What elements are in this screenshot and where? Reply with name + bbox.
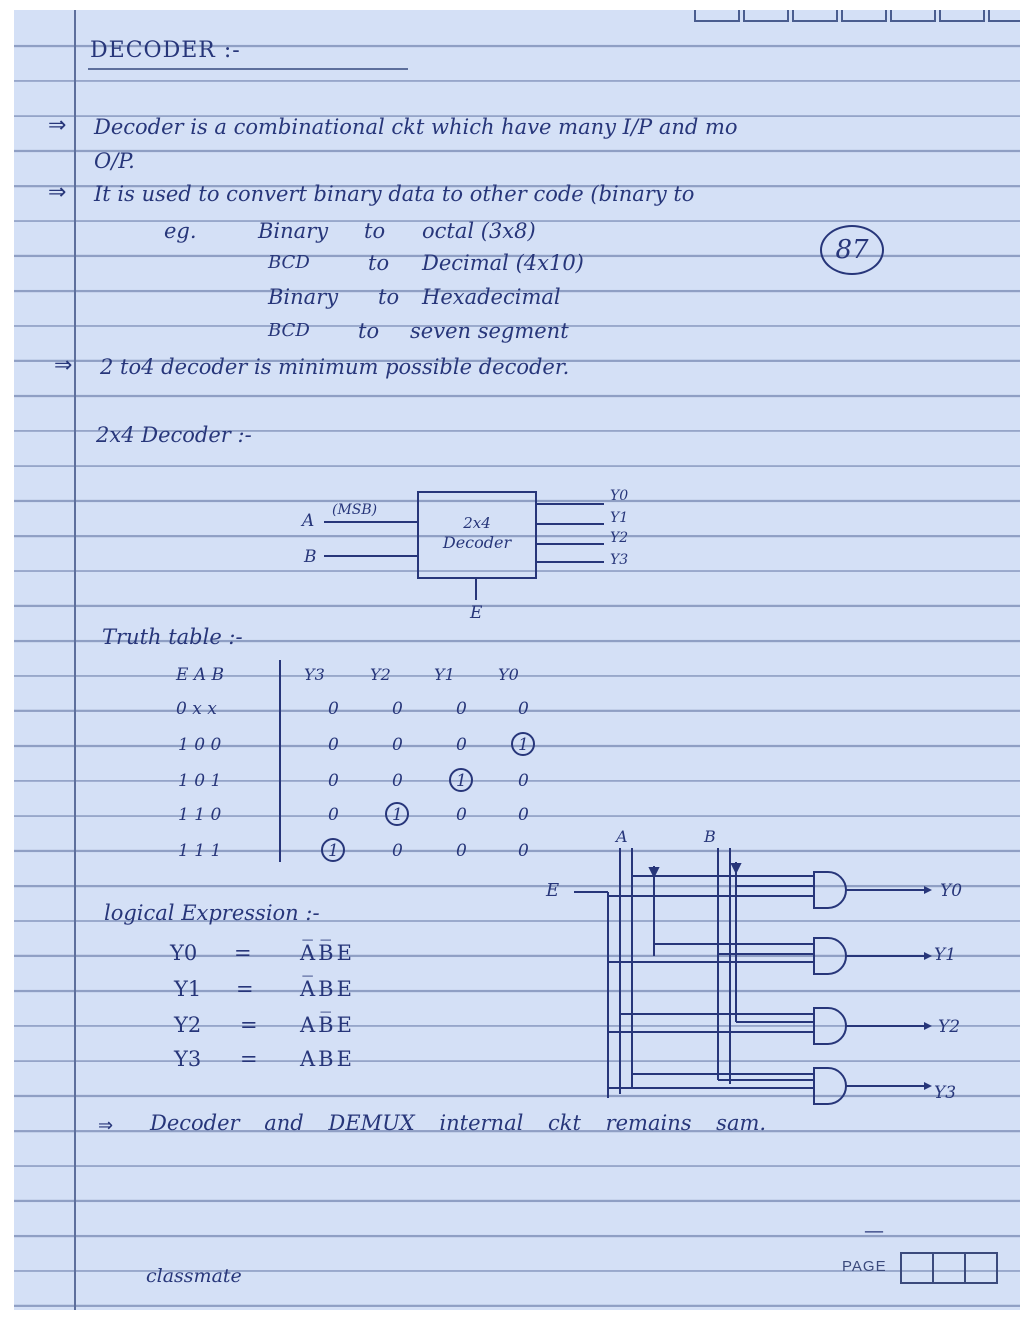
definition-line-1: Decoder is a combinational ckt which have many I/P and mo	[94, 115, 738, 139]
expression-eq: =	[240, 1013, 258, 1037]
gate-input-b: B	[704, 827, 716, 846]
block-output: Y1	[610, 510, 629, 526]
truth-table-input-header: E A B	[176, 665, 224, 685]
closing-note: Decoder and DEMUX internal ckt remains sam.	[150, 1111, 767, 1135]
truth-table	[164, 656, 544, 866]
table-row	[178, 733, 534, 755]
truth-table-output-header: Y2	[370, 665, 391, 684]
truth-table-cell: 0	[518, 841, 529, 861]
gate-output: Y1	[934, 945, 957, 965]
block-label: Decoder	[442, 533, 512, 552]
block-label: 2x4	[463, 514, 491, 532]
example-to: to	[364, 219, 386, 243]
truth-table-title: Truth table :-	[102, 625, 243, 649]
example-target: Hexadecimal	[422, 285, 561, 309]
decoder-gate-diagram	[524, 822, 994, 1112]
gate-output: Y3	[934, 1083, 957, 1103]
truth-table-cell: 0	[328, 805, 339, 825]
gate-enable: E	[546, 880, 560, 901]
truth-table-inputs: 1 1 1	[178, 841, 222, 861]
example-label: eg.	[164, 219, 197, 243]
minimum-decoder-note: 2 to4 decoder is minimum possible decoder.	[100, 355, 570, 379]
block-input-b: B	[304, 547, 317, 567]
msb-note: (MSB)	[332, 502, 378, 518]
block-output: Y3	[610, 552, 629, 568]
gate-output: Y2	[938, 1017, 961, 1037]
top-date-boxes	[694, 10, 1020, 20]
truth-table-cell: 0	[456, 841, 467, 861]
page-label: PAGE	[842, 1258, 887, 1275]
expression-lhs: Y2	[174, 1013, 202, 1037]
section-title: 2x4 Decoder :-	[96, 423, 252, 447]
margin-line	[74, 10, 76, 1310]
bullet-arrow-icon: ⇒	[48, 113, 67, 138]
example-from: BCD	[268, 320, 310, 341]
truth-table-cell: 0	[392, 699, 403, 719]
expression-lhs: Y0	[170, 941, 198, 965]
truth-table-cell: 1	[392, 805, 403, 825]
example-to: to	[358, 319, 380, 343]
expression-lhs: Y3	[174, 1047, 202, 1071]
block-input-a: A	[302, 511, 315, 531]
truth-table-cell: 0	[518, 699, 529, 719]
truth-table-cell: 0	[456, 699, 467, 719]
block-enable: E	[470, 603, 483, 622]
expression-rhs: ABE	[300, 1047, 355, 1071]
expression-eq: =	[234, 941, 252, 965]
title-underline	[88, 68, 408, 70]
table-row	[178, 839, 529, 861]
truth-table-inputs: 1 0 1	[178, 771, 222, 791]
bullet-arrow-icon: ⇒	[54, 353, 73, 378]
notebook-brand-logo: classmate	[146, 1265, 242, 1287]
expression-rhs: A̅B̅E	[300, 941, 355, 965]
block-output: Y0	[610, 488, 629, 504]
truth-table-cell: 0	[392, 735, 403, 755]
notebook-page	[14, 10, 1020, 1310]
truth-table-cell: 0	[518, 805, 529, 825]
truth-table-output-header: Y1	[434, 665, 455, 684]
truth-table-cell: 0	[328, 771, 339, 791]
truth-table-cell: 0	[456, 805, 467, 825]
example-target: seven segment	[410, 319, 569, 343]
example-to: to	[378, 285, 400, 309]
truth-table-cell: 1	[518, 735, 529, 755]
truth-table-cell: 0	[328, 699, 339, 719]
truth-table-inputs: 1 1 0	[178, 805, 222, 825]
example-from: Binary	[258, 219, 329, 243]
example-to: to	[368, 251, 390, 275]
expression-eq: =	[236, 977, 254, 1001]
decoder-block-diagram	[284, 472, 684, 622]
truth-table-cell: 0	[518, 771, 529, 791]
truth-table-cell: 1	[328, 841, 339, 861]
truth-table-cell: 0	[392, 771, 403, 791]
truth-table-inputs: 1 0 0	[178, 735, 222, 755]
truth-table-output-header: Y3	[304, 665, 325, 684]
page-title: DECODER :-	[90, 38, 241, 63]
definition-line-2: O/P.	[94, 149, 135, 173]
example-target: octal (3x8)	[422, 219, 536, 243]
truth-table-cell: 1	[456, 771, 467, 791]
truth-table-cell: 0	[392, 841, 403, 861]
truth-table-inputs: 0 x x	[176, 699, 217, 719]
bullet-arrow-icon: ⇒	[98, 1115, 114, 1136]
expression-rhs: A̅BE	[300, 977, 355, 1001]
example-target: Decimal (4x10)	[422, 251, 584, 275]
dash-mark: —	[864, 1218, 884, 1242]
example-from: Binary	[268, 285, 339, 309]
logical-expression-title: logical Expression :-	[104, 901, 320, 925]
example-from: BCD	[268, 252, 310, 273]
page-number-circle: 87	[820, 225, 884, 275]
page-number-boxes	[902, 1252, 998, 1284]
table-row	[178, 769, 529, 791]
bullet-arrow-icon: ⇒	[48, 180, 67, 205]
truth-table-output-header: Y0	[498, 665, 519, 684]
expression-eq: =	[240, 1047, 258, 1071]
expression-lhs: Y1	[174, 977, 202, 1001]
table-row	[176, 699, 529, 719]
expression-rhs: AB̅E	[300, 1013, 355, 1037]
table-row	[178, 803, 529, 825]
usage-line-1: It is used to convert binary data to other code (binary to	[94, 182, 695, 206]
gate-input-a: A	[616, 827, 628, 846]
gate-output: Y0	[940, 881, 963, 901]
truth-table-cell: 0	[456, 735, 467, 755]
block-output: Y2	[610, 530, 629, 546]
truth-table-cell: 0	[328, 735, 339, 755]
